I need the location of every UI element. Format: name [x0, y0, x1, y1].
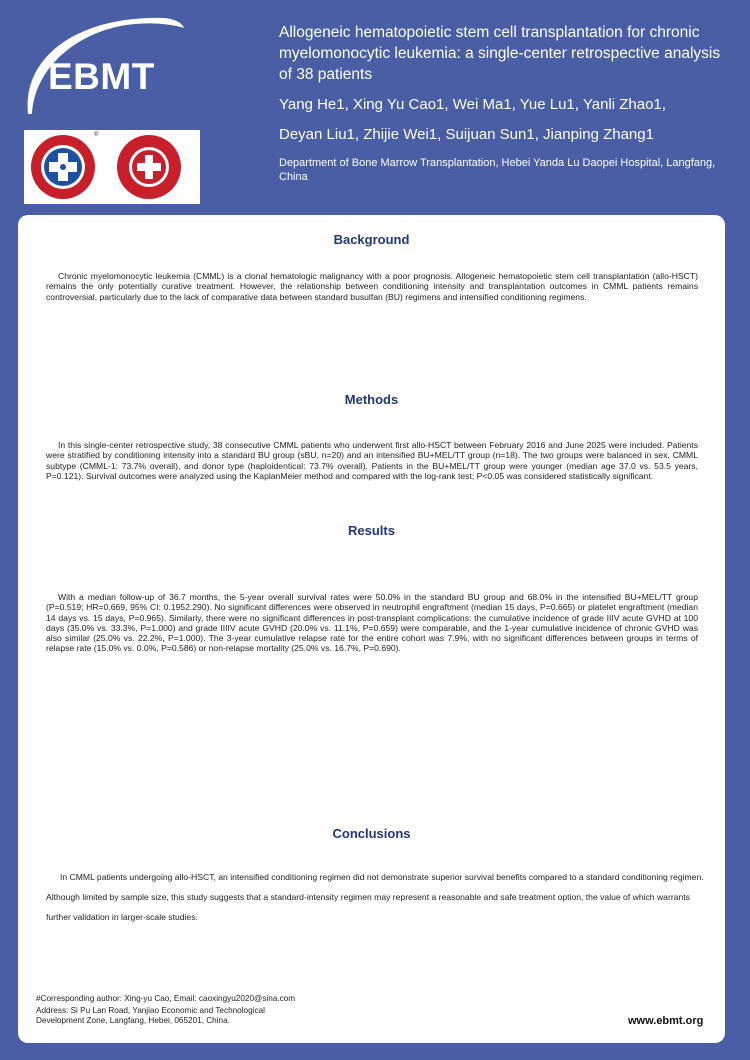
- methods-heading: Methods: [344, 392, 399, 407]
- conclusions-text: In CMML patients undergoing allo-HSCT, an intensified conditioning regimen did not demonstrate superior survival benefits compared to a standard conditioning regimen. Although limited by sample size, this study suggests that a standard-intensity regimen may represent a reasonable and safe treatment option, the value of which warrants further validation in larger-scale studies.: [46, 872, 704, 922]
- ebmt-logo-text: EBMT: [48, 56, 155, 97]
- methods-text: In this single-center retrospective study, 38 consecutive CMML patients who underwent first allo-HSCT between February 2016 and June 2025 were included. Patients were stratified by conditioning intensity into a standard BU group (sBU, n=20) and an intensified BU+MEL/TT group (n=18). The two groups were balanced in sex, CMML subtype (CMML-1: 73.7% overall), and donor type (haploidentical: 73.7% overall). Patients in the BU+MEL/TT group were younger (median age 37.0 vs. 53.5 years, P=0.121). Survival outcomes were analyzed using the KaplanMeier method and compared with the log-rank test; P<0.05 was considered statistically significant.: [46, 440, 698, 481]
- background-text: Chronic myelomonocytic leukemia (CMML) is a clonal hematologic malignancy with a poor prognosis. Allogeneic hematopoietic stem cell transplantation (allo-HSCT) remains the only potentially curative treatment. However, the relationship between conditioning intensity and transplantation outcomes in CMML patients remains controversial, particularly due to the lack of comparative data between standard busulfan (BU) regimens and intensified conditioning regimens.: [46, 271, 698, 302]
- address-line-1: Address: Si Pu Lan Road, Yanjiao Economic and Technological: [36, 1006, 265, 1015]
- author-list: [279, 90, 734, 150]
- results-heading: Results: [348, 523, 395, 538]
- hebei-yanda-hospital-seal: [116, 134, 182, 200]
- background-heading: Background: [333, 232, 410, 247]
- poster-title: Allogeneic hematopoietic stem cell transplantation for chronic myelomonocytic leukemia: a single-center retrospective analysis of 38 patients: [279, 24, 721, 83]
- lu-daopei-medical-seal: [30, 132, 99, 200]
- results-text: With a median follow-up of 36.7 months, the 5-year overall survival rates were 50.0% in the standard BU group and 68.0% in the intensified BU+MEL/TT group (P=0.519; HR=0.669, 95% CI: 0.1952.290). No significant differences were observed in neutrophil engraftment (median 15 days, P=0.665) or platelet engraftment (median 14 days vs. 15 days, P=0.965). Similarly, there were no significant differences in post-transplant complications: the cumulative incidence of grade IIIV acute GVHD at 100 days (35.0% vs. 33.3%, P=1.000) and grade IIIIV acute GVHD (20.0% vs. 11.1%, P=0.659) were comparable, and the 1-year cumulative incidence of chronic GVHD was also similar (25.0% vs. 22.2%, P=1.000). The 3-year cumulative relapse rate for the entire cohort was 7.9%, with no significant differences between groups in terms of relapse rate (15.0% vs. 0.0%, P=0.586) or non-relapse mortality (25.0% vs. 16.7%, P=0.690).: [46, 592, 698, 654]
- hospital-seals: [24, 130, 200, 204]
- affiliation: Department of Bone Marrow Transplantation, Hebei Yanda Lu Daopei Hospital, Langfang, China: [279, 157, 716, 183]
- address-line-2: Development Zone, Langfang, Hebei, 065201, China.: [36, 1015, 230, 1025]
- author-line-2: Deyan Liu1, Zhijie Wei1, Suijuan Sun1, Jianping Zhang1: [279, 126, 654, 143]
- address: [36, 1006, 265, 1025]
- author-line-1: Yang He1, Xing Yu Cao1, Wei Ma1, Yue Lu1, Yanli Zhao1,: [279, 96, 666, 113]
- content-panel: [18, 215, 725, 1043]
- corresponding-author: #Corresponding author: Xing-yu Cao, Email: caoxingyu2020@sina.com: [36, 994, 296, 1003]
- website-link[interactable]: www.ebmt.org: [628, 1015, 704, 1027]
- conclusions-heading: Conclusions: [332, 826, 411, 841]
- registered-mark: ®: [94, 132, 99, 138]
